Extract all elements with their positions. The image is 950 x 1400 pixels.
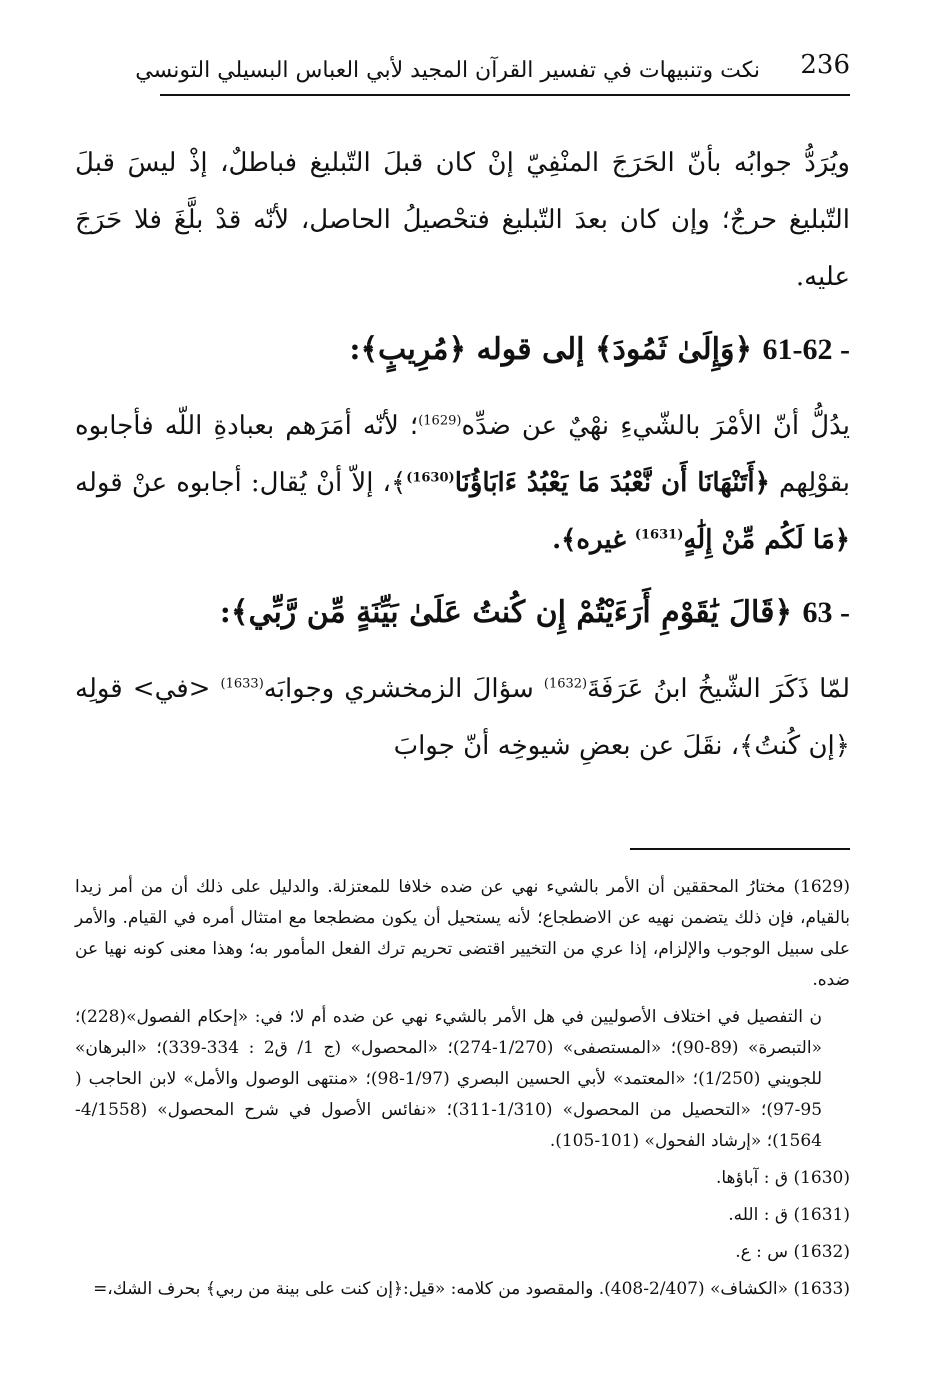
footnote-1632: (1632) س : ع.: [735, 1242, 850, 1262]
paragraph-2: [75, 398, 850, 569]
quran-quote: ﴿مَا لَكُم مِّنْ إِلَٰهٍ$^{(1631)}$ غيره﴾.: [552, 525, 850, 555]
footnote-ref-1629[interactable]: (1629): [418, 413, 462, 429]
footnote-separator: [630, 848, 850, 850]
footnote-1629-sources: ن التفصيل في اختلاف الأصوليين في هل الأمر بالشيء نهي عن ضده أم لا؛ في: «إحكام الفصول»(228)؛ «التبصرة» (89-90)؛ «المستصفى» (1/270-274)؛ «المحصول» (ج 1/ ق2 : 334-339)؛ «البرهان» للجويني (1/250)؛ «المعتمد» لأبي الحسين البصري (1/97-98)؛ «منتهى الوصول والأمل» لابن الحاجب ( 95-97)؛ «التحصيل من المحصول» (1/310-311)؛ «نفائس الأصول في شرح المحصول» (4/1558-1564)؛ «إرشاد الفحول» (101-105).: [75, 1007, 823, 1151]
page-number: 236: [800, 50, 850, 80]
footnotes: [75, 872, 850, 1311]
verse-text: ﴿قَالَ يَٰقَوْمِ أَرَءَيْتُمْ إِن كُنتُ عَلَىٰ بَيِّنَةٍ مِّن رَّبِّي﴾:: [219, 595, 793, 630]
section-heading-61-62: [75, 320, 850, 380]
footnote-ref-1632[interactable]: (1632): [543, 676, 588, 692]
paragraph-1: ويُرَدُّ جوابُه بأنّ الحَرَجَ المنْفِيّ إنْ كان قبلَ التّبليغ فباطلٌ، إذْ ليسَ قبلَ التّبليغ حرجٌ؛ وإن كان بعدَ التّبليغ فتحْصيلُ الحاصل، لأنّه قدْ بلَّغَ فلا حَرَجَ عليه.: [75, 148, 850, 292]
footnote-1631: (1631) ق : الله.: [728, 1205, 850, 1225]
text-segment: ﴾، إلاّ أنْ يُقال: أجابوه عنْ قوله: [75, 468, 407, 498]
text-segment: ؛ لأنّه أمَرَهم بعبادةِ اللّه فأجابوه بقوْلِهم: [75, 411, 850, 498]
text-segment: <في> قولِه ﴿إن كُنتُ﴾، نقَلَ عن بعضِ شيوخِه أنّ جوابَ: [75, 674, 850, 761]
text-segment: سؤالَ الزمخشري وجوابَه: [263, 674, 544, 704]
verse-number: 63 -: [802, 596, 850, 629]
main-text: [75, 135, 850, 789]
paragraph-3: [75, 661, 850, 775]
verse-text: ﴿وَإِلَىٰ ثَمُودَ﴾ إلى قوله ﴿مُرِيبٍ﴾:: [349, 332, 753, 367]
verse-number: 61-62 -: [762, 333, 850, 366]
page-header: [135, 50, 850, 96]
quran-quote: ﴿أَتَنْهَانَا أَن نَّعْبُدَ مَا يَعْبُدُ ءَابَاؤُنَا$^{(1630)}$: [406, 468, 770, 498]
text-segment: لمّا ذَكَرَ الشّيخُ ابنُ عَرَفَةَ: [587, 674, 850, 704]
running-title: نكت وتنبيهات في تفسير القرآن المجيد لأبي العباس البسيلي التونسي: [135, 58, 760, 83]
footnote-ref-1633[interactable]: (1633): [220, 676, 264, 692]
footnote-ref-1631[interactable]: (1631): [634, 527, 684, 543]
footnote-ref-1630[interactable]: (1630): [406, 470, 455, 486]
footnote-1629: (1629) مختارُ المحققين أن الأمر بالشيء نهي عن ضده خلافا للمعتزلة. والدليل على ذلك أن من أمر زيدا بالقيام، فإن ذلك يتضمن نهيه عن الاضطجاع؛ لأنه يستحيل أن يكون مضطجعا مع امتثال أمره في القيام. والأمر على سبيل الوجوب والإلزام، إذا عري من التخيير اقتضى تحريم ترك الفعل المأمور به؛ وهذا معنى كونه نهيا عن ضده.: [75, 877, 850, 990]
footnote-1633: (1633) «الكشاف» (2/407-408). والمقصود من كلامه: «قيل:﴿إن كنت على بينة من ربي﴾ بحرف الشك،=: [93, 1279, 850, 1299]
footnote-1630: (1630) ق : آباؤها.: [715, 1168, 850, 1188]
section-heading-63: [75, 583, 850, 643]
text-segment: يدُلُّ أنّ الأمْرَ بالشّيءِ نهْيٌ عن ضدِّه: [461, 411, 850, 441]
